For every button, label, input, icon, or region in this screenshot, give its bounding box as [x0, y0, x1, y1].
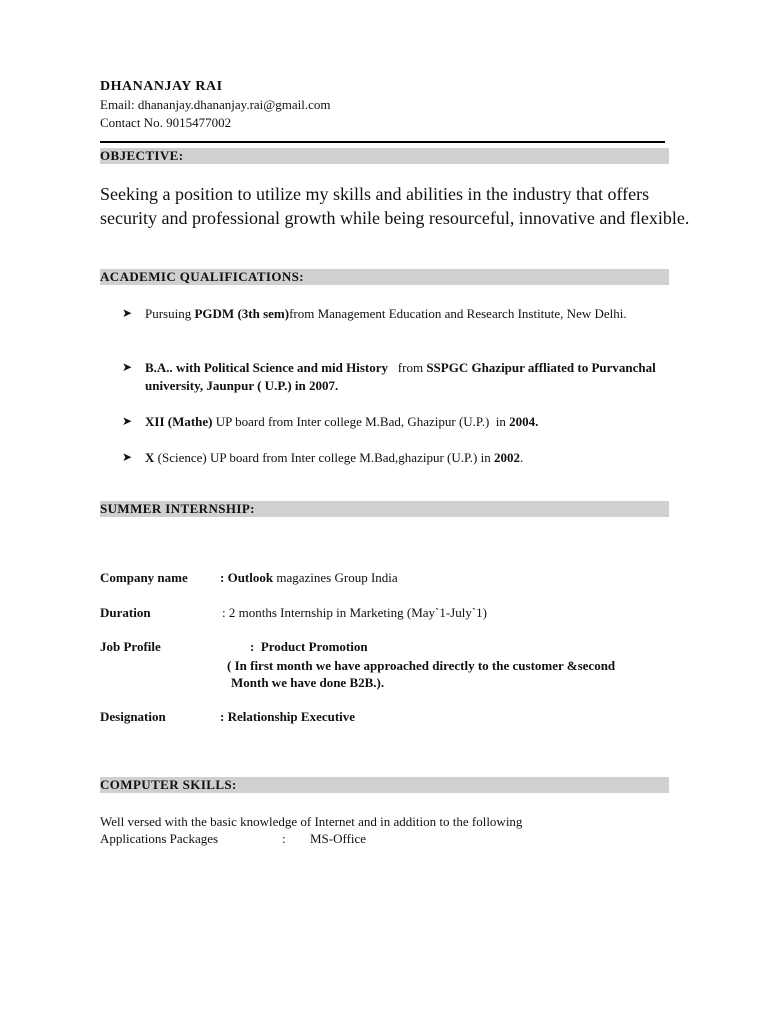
academic-item — [122, 413, 682, 431]
duration-label: Duration — [100, 605, 151, 620]
company-label: Company name — [100, 570, 188, 585]
internship-heading-text: SUMMER INTERNSHIP: — [100, 501, 255, 516]
item-text: . — [519, 450, 524, 465]
job-profile-note-line2: Month we have done B2B.). — [231, 675, 385, 690]
academic-heading — [100, 269, 669, 285]
arrow-bullet-icon: ➤ — [122, 306, 133, 320]
academic-item — [122, 359, 682, 394]
company-name-rest: magazines Group India — [273, 570, 398, 585]
duration-value: : 2 months Internship in Marketing (May`1-July`1) — [222, 605, 488, 620]
item-text: from — [388, 360, 427, 375]
objective-heading-text: OBJECTIVE: — [100, 148, 184, 163]
email-line: Email: dhananjay.dhananjay.rai@gmail.com — [100, 97, 331, 112]
academic-item-text — [145, 449, 682, 467]
applications-colon: : — [282, 831, 286, 846]
skills-line1: Well versed with the basic knowledge of Internet and in addition to the following — [100, 814, 523, 829]
item-bold: SSPGC Ghazipur affliated to Purvanchal university, Jaunpur ( U.P.) in 2007. — [145, 360, 660, 393]
academic-item — [122, 305, 682, 323]
academic-item-text — [145, 359, 682, 394]
item-bold: X — [145, 450, 155, 465]
job-profile-note-line1: ( In first month we have approached directly to the customer &second — [227, 658, 616, 673]
item-text: Pursuing — [145, 306, 195, 321]
objective-text: Seeking a position to utilize my skills and abilities in the industry that offers security and professional growth while being resourceful, innovative and flexible. — [100, 184, 690, 228]
skills-line2 — [100, 830, 500, 847]
company-value — [220, 569, 398, 587]
item-bold: 2004. — [509, 414, 539, 429]
computer-skills-heading — [100, 777, 669, 793]
company-colon: : — [220, 570, 228, 585]
candidate-name: DHANANJAY RAI — [100, 79, 223, 94]
job-profile-label: Job Profile — [100, 639, 161, 654]
academic-item — [122, 449, 682, 467]
applications-label: Applications Packages — [100, 831, 219, 846]
job-profile-value: : Product Promotion — [250, 639, 368, 654]
header-divider — [100, 141, 665, 143]
item-bold: B.A.. with Political Science and mid History — [145, 360, 389, 375]
arrow-bullet-icon: ➤ — [122, 450, 133, 464]
item-bold: XII (Mathe) — [145, 414, 213, 429]
designation-value: : Relationship Executive — [220, 709, 356, 724]
arrow-bullet-icon: ➤ — [122, 360, 133, 374]
academic-item-text — [145, 413, 682, 431]
arrow-bullet-icon: ➤ — [122, 414, 133, 428]
academic-item-text — [145, 305, 682, 323]
item-bold: PGDM (3th sem) — [194, 306, 290, 321]
objective-heading — [100, 148, 669, 164]
internship-heading — [100, 501, 669, 517]
item-text: (Science) UP board from Inter college M.Bad,ghazipur (U.P.) in — [154, 450, 494, 465]
computer-skills-heading-text: COMPUTER SKILLS: — [100, 777, 237, 792]
contact-line: Contact No. 9015477002 — [100, 115, 232, 130]
item-text: UP board from Inter college M.Bad, Ghazipur (U.P.) in — [212, 414, 510, 429]
item-bold: 2002 — [493, 450, 520, 465]
designation-label: Designation — [100, 709, 166, 724]
item-text: from Management Education and Research Institute, New Delhi. — [289, 306, 627, 321]
applications-value: MS-Office — [310, 831, 367, 846]
academic-heading-text: ACADEMIC QUALIFICATIONS: — [100, 269, 305, 284]
company-name-bold: Outlook — [227, 570, 274, 585]
